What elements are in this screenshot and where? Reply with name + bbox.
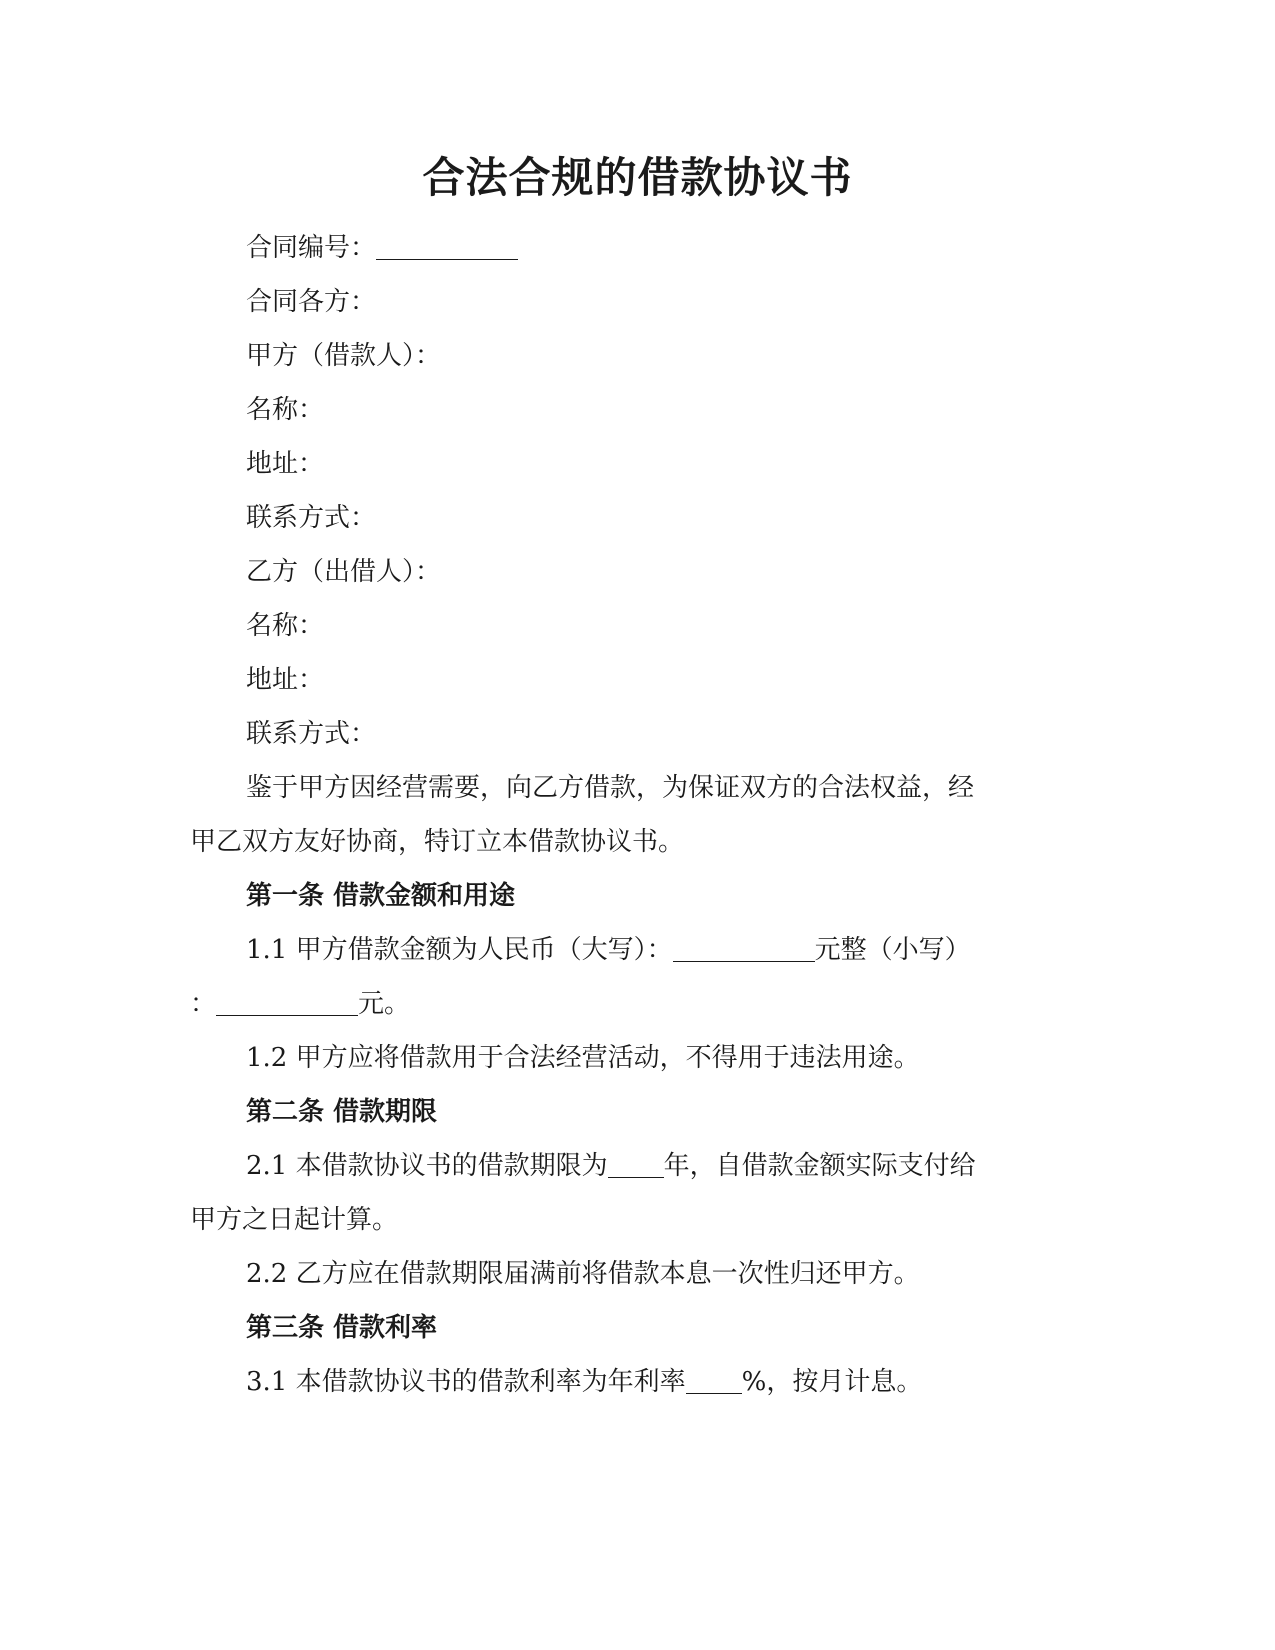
preamble-line-2: 甲乙双方友好协商，特订立本借款协议书。: [190, 827, 685, 857]
clause-2-1-line-2: 甲方之日起计算。: [190, 1205, 399, 1235]
clause-1-2: 1.2 甲方应将借款用于合法经营活动，不得用于违法用途。: [246, 1043, 920, 1073]
party-a-heading: 甲方（借款人）：: [246, 341, 442, 371]
clause-1-1-text-b: 元整（小写）: [814, 935, 971, 965]
amount-uppercase-blank: [673, 933, 815, 962]
party-a-contact-label: 联系方式：: [246, 503, 377, 533]
parties-label: 合同各方：: [246, 287, 377, 317]
clause-3-1-text-a: 3.1 本借款协议书的借款利率为年利率: [246, 1367, 686, 1397]
document-title: 合法合规的借款协议书: [422, 153, 853, 202]
party-b-address-label: 地址：: [246, 665, 325, 695]
contract-number-blank: [376, 231, 518, 260]
clause-1-1-line-2: [190, 984, 410, 1024]
contract-number-label: 合同编号：: [246, 233, 377, 263]
clause-1-1-text-d: 元。: [358, 989, 411, 1019]
term-years-blank: [608, 1149, 664, 1178]
amount-lowercase-blank: [216, 987, 358, 1016]
clause-3-1-text-b: %，按月计息。: [741, 1367, 923, 1397]
party-b-name-label: 名称：: [246, 611, 325, 641]
clause-1-1-text-a: 1.1 甲方借款金额为人民币（大写）：: [246, 935, 673, 965]
clause-1-1-text-c: ：: [190, 989, 217, 1019]
party-a-address-label: 地址：: [246, 449, 325, 479]
contract-number-line: [246, 228, 518, 268]
clause-1-1-line-1: [246, 930, 971, 970]
clause-2-2: 2.2 乙方应在借款期限届满前将借款本息一次性归还甲方。: [246, 1259, 920, 1289]
clause-2-1-line-1: [246, 1146, 976, 1186]
preamble-line-1: 鉴于甲方因经营需要，向乙方借款，为保证双方的合法权益，经: [246, 773, 975, 803]
article-2-heading: 第二条 借款期限: [246, 1097, 438, 1127]
article-3-heading: 第三条 借款利率: [246, 1313, 438, 1343]
party-a-name-label: 名称：: [246, 395, 325, 425]
party-b-contact-label: 联系方式：: [246, 719, 377, 749]
clause-2-1-text-a: 2.1 本借款协议书的借款期限为: [246, 1151, 608, 1181]
article-1-heading: 第一条 借款金额和用途: [246, 881, 516, 911]
clause-2-1-text-b: 年，自借款金额实际支付给: [663, 1151, 976, 1181]
clause-3-1: [246, 1362, 922, 1402]
interest-rate-blank: [686, 1365, 742, 1394]
party-b-heading: 乙方（出借人）：: [246, 557, 442, 587]
